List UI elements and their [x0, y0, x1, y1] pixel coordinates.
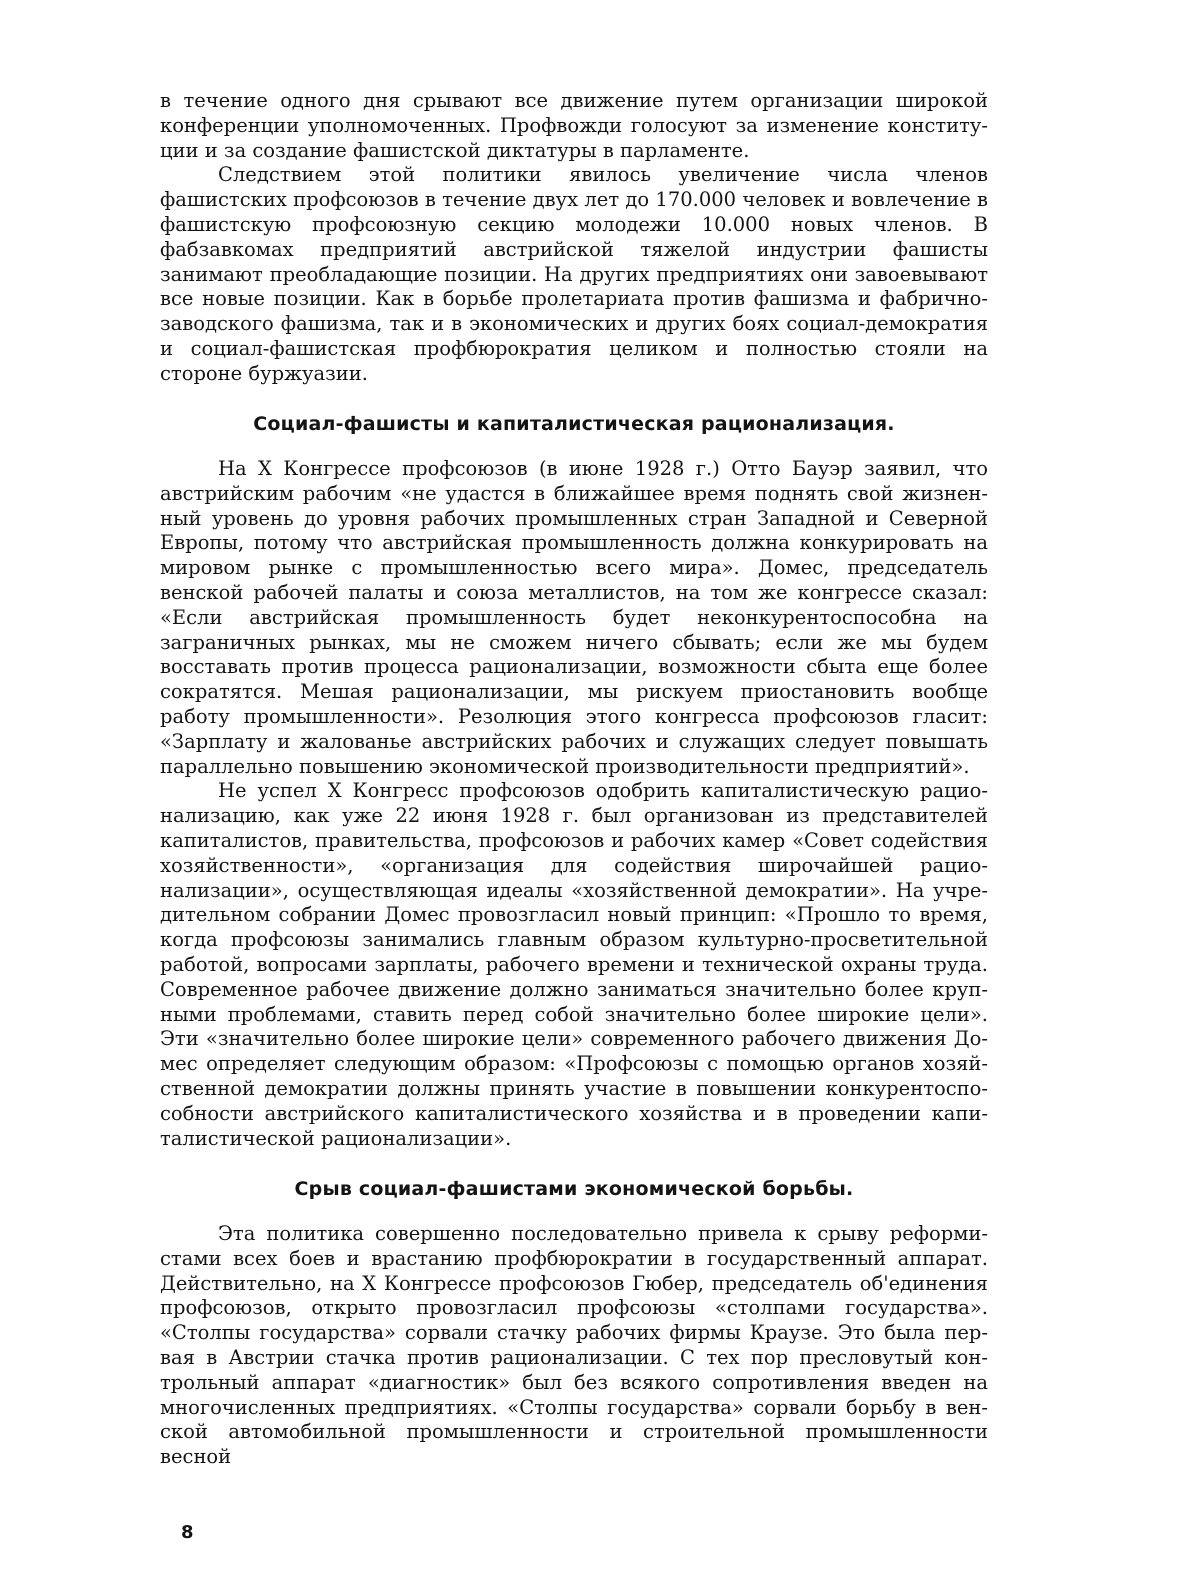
page-number: 8: [181, 1522, 194, 1543]
text-block-economic-struggle: [160, 1222, 988, 1470]
section-heading-economic-struggle: Срыв социал-фашистами экономической борьбы.: [294, 1178, 854, 1200]
paragraph: в течение одного дня срывают все движение путем организации широкой конференции уполномоченных. Профвожди голосуют за изменение конституции и за создание фашистской диктатуры в парламенте.: [160, 89, 988, 162]
text-block-intro: [160, 89, 988, 387]
section-heading-rationalization: Социал-фашисты и капиталистическая рационализация.: [253, 413, 895, 435]
paragraph: На X Конгрессе профсоюзов (в июне 1928 г.) Отто Бауэр заявил, что австрийским рабочим «не удастся в ближайшее время поднять свой жизненный уровень до уровня рабочих промышленных стран Западной и Северной Европы, потому что австрийская промышленность должна конкурировать на мировом рынке с промышленностью всего мира». Домес, председатель венской рабочей палаты и союза металлистов, на том же конгрессе сказал: «Если австрийская промышленность будет неконкурентоспособна на заграничных рынках, мы не сможем ничего сбывать; если же мы будем восставать против процесса рационализации, возможности сбыта еще более сократятся. Мешая рационализации, мы рискуем приостановить вообще работу промышленности». Резолюция этого конгресса профсоюзов гласит: «Зарплату и жалованье австрийских рабочих и служащих следует повышать параллельно повышению экономической производительности предприятий».: [160, 457, 988, 778]
text-block-rationalization: [160, 457, 988, 1151]
paragraph: Эта политика совершенно последовательно привела к срыву реформистами всех боев и врастанию профбюрократии в государственный аппарат. Действительно, на X Конгрессе профсоюзов Гюбер, председатель об'единения профсоюзов, открыто провозгласил профсоюзы «столпами государства». «Столпы государства» сорвали стачку рабочих фирмы Краузе. Это была первая в Австрии стачка против рационализации. С тех пор пресловутый контрольный аппарат «диагностик» был без всякого сопротивления введен на многочисленных предприятиях. «Столпы государства» сорвали борьбу в венской автомобильной промышленности и строительной промышленности весной: [160, 1222, 988, 1469]
paragraph: Не успел X Конгресс профсоюзов одобрить капиталистическую рационализацию, как уже 22 июня 1928 г. был организован из представителей капиталистов, правительства, профсоюзов и рабочих камер «Совет содействия хозяйственности», «организация для содействия широчайшей рационализации», осуществляющая идеалы «хозяйственной демократии». На учредительном собрании Домес провозгласил новый принцип: «Прошло то время, когда профсоюзы занимались главным образом культурно-просветительной работой, вопросами зарплаты, рабочего времени и технической охраны труда. Современное рабочее движение должно заниматься значительно более крупными проблемами, ставить перед собой значительно более широкие цели». Эти «значительно более широкие цели» современного рабочего движения Домес определяет следующим образом: «Профсоюзы с помощью органов хозяйственной демократии должны принять участие в повышении конкурентоспособности австрийского капиталистического хозяйства и в проведении капиталистической рационализации».: [160, 779, 988, 1150]
paragraph: Следствием этой политики явилось увеличение числа членов фашистских профсоюзов в течение двух лет до 170.000 человек и вовлечение в фашистскую профсоюзную секцию молодежи 10.000 новых членов. В фабзавкомах предприятий австрийской тяжелой индустрии фашисты занимают преобладающие позиции. На других предприятиях они завоевывают все новые позиции. Как в борьбе пролетариата против фашизма и фабрично-заводского фашизма, так и в экономических и других боях социал-демократия и социал-фашистская профбюрократия целиком и полностью стояли на стороне буржуазии.: [160, 163, 988, 385]
